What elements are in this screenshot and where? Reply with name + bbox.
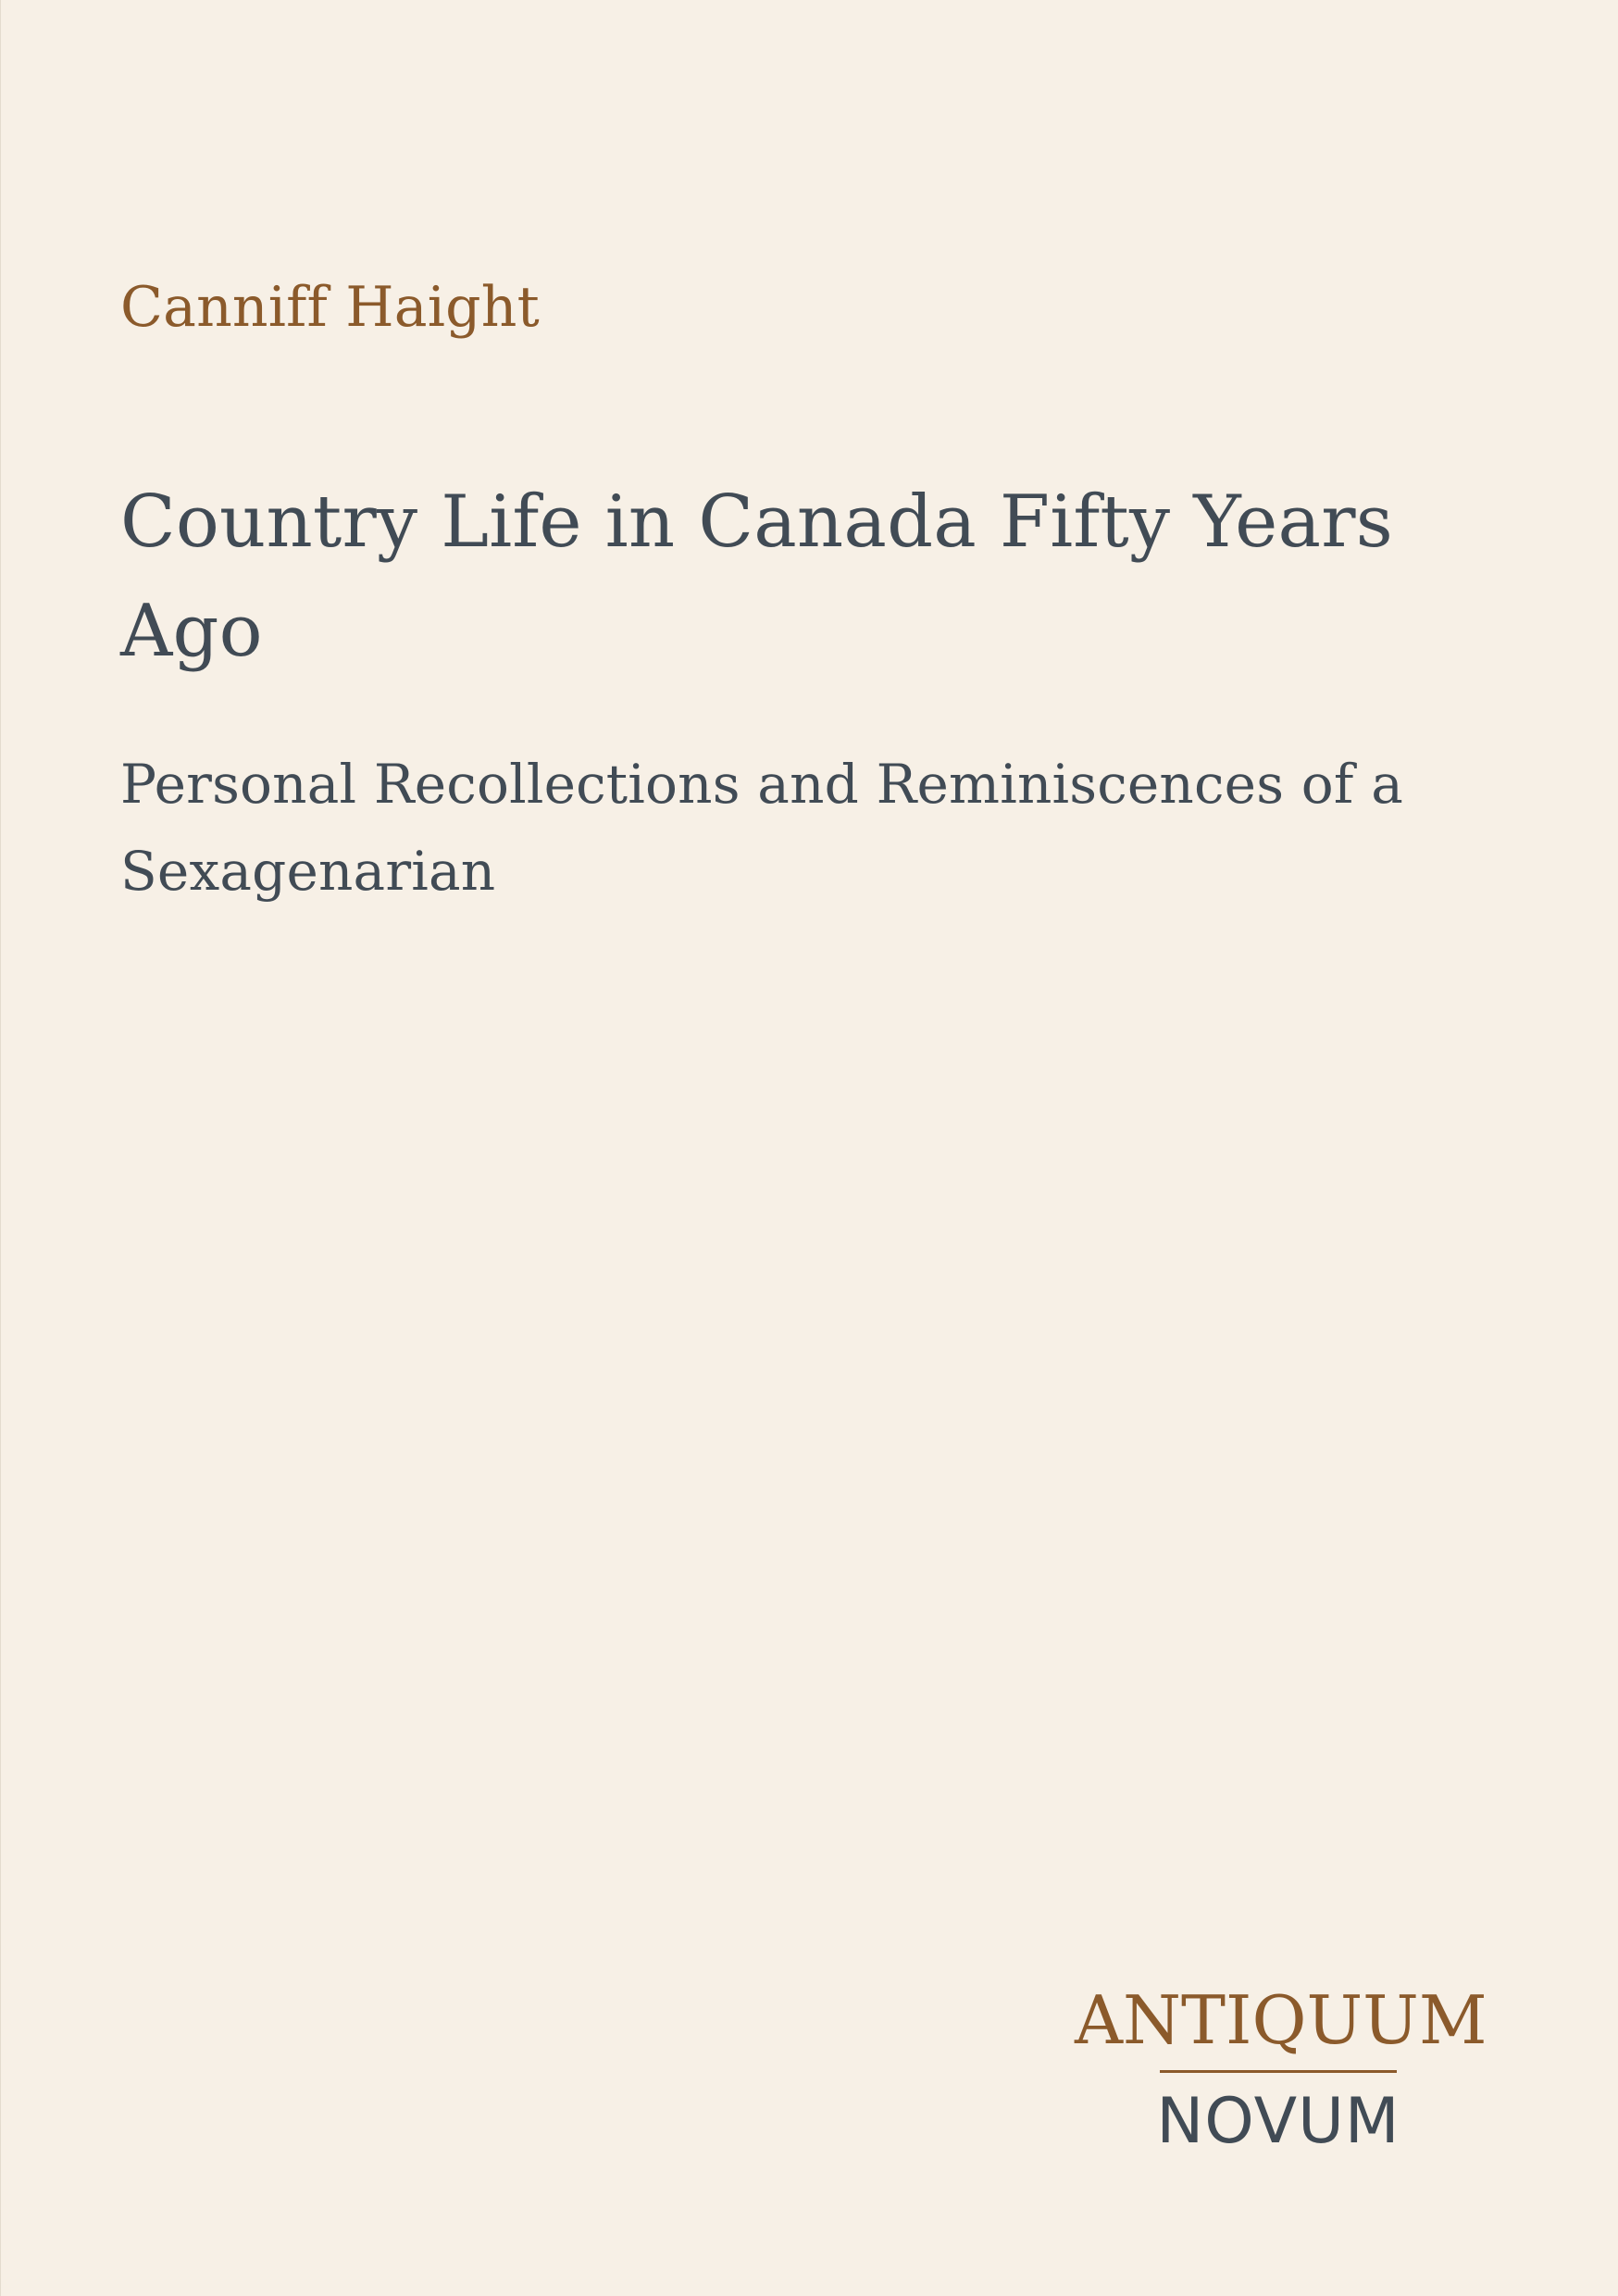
publisher-logo-bottom: NOVUM xyxy=(1156,2085,1400,2158)
book-subtitle: Personal Recollections and Reminiscences of a Sexagenarian xyxy=(120,753,1403,903)
publisher-logo xyxy=(1075,1981,1487,2166)
book-title: Country Life in Canada Fifty Years Ago xyxy=(120,480,1393,673)
publisher-logo-divider xyxy=(1160,2070,1397,2073)
author-name: Canniff Haight xyxy=(120,275,540,340)
publisher-logo-top: ANTIQUUM xyxy=(1075,1981,1487,2059)
